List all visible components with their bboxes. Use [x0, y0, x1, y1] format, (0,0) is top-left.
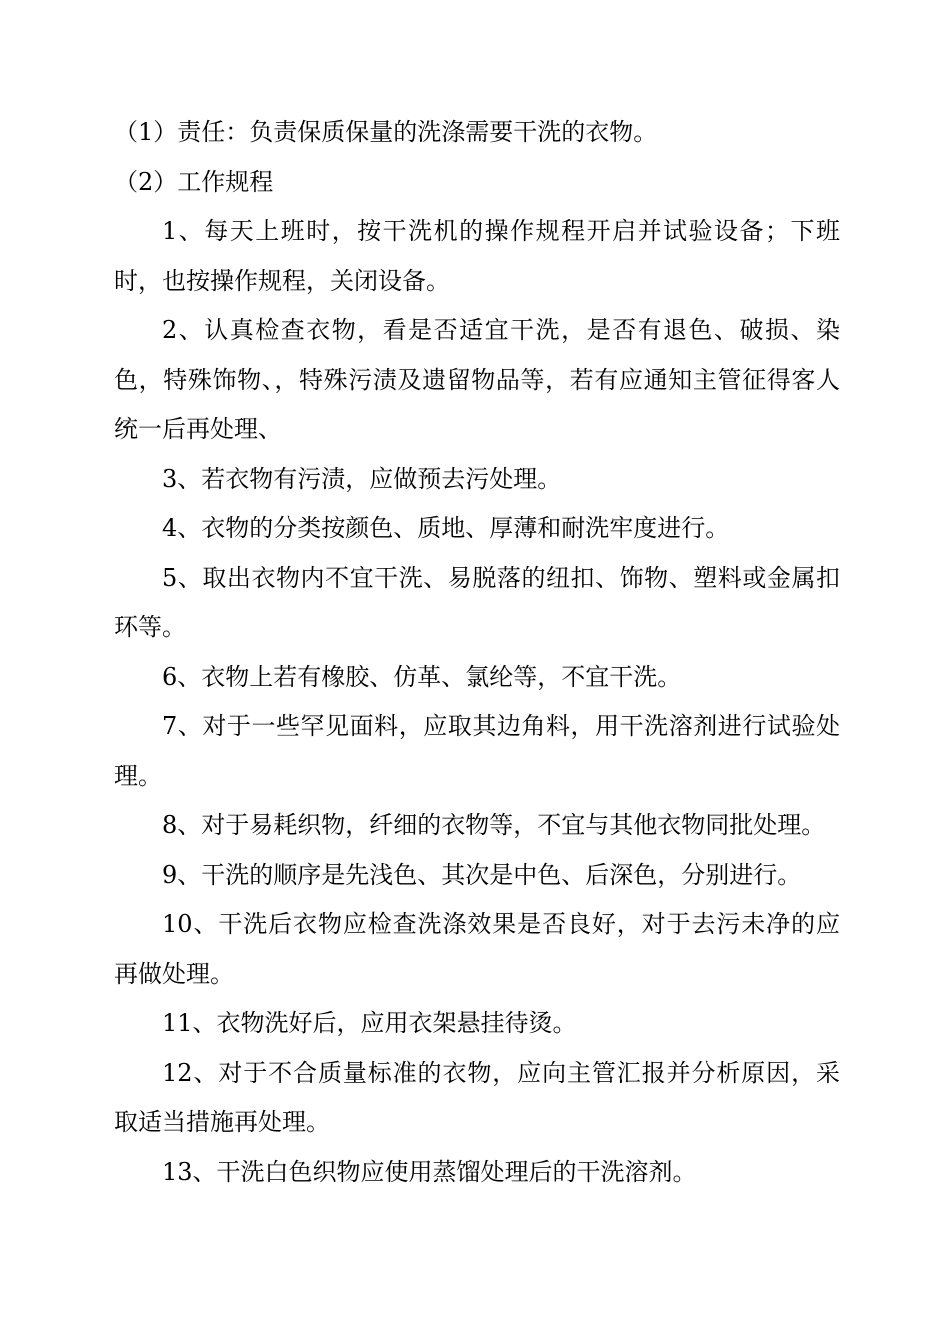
document-page	[114, 108, 840, 1197]
procedure-item-4: 4、衣物的分类按颜色、质地、厚薄和耐洗牢度进行。	[162, 514, 730, 542]
procedure-item-5: 5、取出衣物内不宜干洗、易脱落的纽扣、饰物、塑料或金属扣环等。	[114, 563, 840, 641]
procedure-item-1: 1、每天上班时，按干洗机的操作规程开启并试验设备；下班时，也按操作规程，关闭设备。	[114, 217, 840, 295]
procedure-item-6: 6、衣物上若有橡胶、仿革、氯纶等，不宜干洗。	[162, 662, 682, 691]
procedure-item-10: 10、干洗后衣物应检查洗涤效果是否良好，对于去污未净的应再做处理。	[114, 910, 840, 988]
procedure-item-3: 3、若衣物有污渍，应做预去污处理。	[162, 464, 562, 493]
procedure-item-7: 7、对于一些罕见面料，应取其边角料，用干洗溶剂进行试验处理。	[114, 712, 840, 790]
procedure-item-9: 9、干洗的顺序是先浅色、其次是中色、后深色，分别进行。	[162, 860, 802, 889]
procedure-item-13: 13、干洗白色织物应使用蒸馏处理后的干洗溶剂。	[162, 1157, 697, 1186]
procedure-item-12: 12、对于不合质量标准的衣物，应向主管汇报并分析原因，采取适当措施再处理。	[114, 1058, 840, 1136]
section-heading-responsibility: （1）责任：负责保质保量的洗涤需要干洗的衣物。	[114, 118, 658, 146]
section-heading-procedure: （2）工作规程	[114, 167, 274, 196]
procedure-item-11: 11、衣物洗好后，应用衣架悬挂待烫。	[162, 1009, 577, 1037]
procedure-item-2: 2、认真检查衣物，看是否适宜干洗，是否有退色、破损、染色，特殊饰物、，特殊污渍及遗留物品等，若有应通知主管征得客人统一后再处理、	[114, 316, 840, 443]
procedure-item-8: 8、对于易耗织物，纤细的衣物等，不宜与其他衣物同批处理。	[162, 811, 826, 839]
